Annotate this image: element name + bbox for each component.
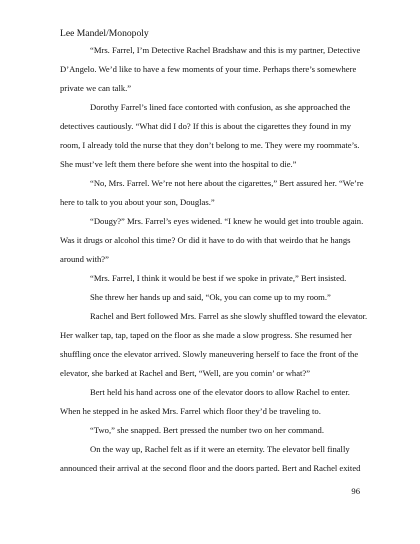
- running-header: Lee Mandel/Monopoly: [60, 28, 149, 39]
- paragraph-8: Bert held his hand across one of the elevator doors to allow Rachel to enter. When he stepped in he asked Mrs. Farrel which floor they’d be traveling to.: [60, 387, 350, 416]
- paragraph-7: Rachel and Bert followed Mrs. Farrel as she slowly shuffled toward the elevator. Her walker tap, tap, taped on the floor as she made a slow progress. She resumed her shuffling once the elevator arrived. Slowly maneuvering herself to face the front of the elevator, she barked at Rachel and Bert, “Well, are you comin’ or what?”: [60, 311, 368, 378]
- paragraph-2: Dorothy Farrel’s lined face contorted with confusion, as she approached the detectives cautiously. “What did I do? If this is about the cigarettes they found in my room, I already told the nurse that they don’t belong to me. They were my roommate’s. She must’ve left them there before she went into the hospital to die.”: [60, 102, 360, 169]
- paragraph-4: “Dougy?” Mrs. Farrel’s eyes widened. “I knew he would get into trouble again. Was it drugs or alcohol this time? Or did it have to do with that weirdo that he hangs around with?”: [60, 216, 364, 264]
- body-text: [60, 41, 368, 478]
- paragraph-6: She threw her hands up and said, “Ok, you can come up to my room.”: [90, 292, 331, 302]
- paragraph-9: “Two,” she snapped. Bert pressed the number two on her command.: [90, 425, 324, 435]
- paragraph-3: “No, Mrs. Farrel. We’re not here about the cigarettes,” Bert assured her. “We’re here to talk to you about your son, Douglas.”: [60, 178, 364, 207]
- page-number: 96: [351, 486, 360, 496]
- paragraph-5: “Mrs. Farrel, I think it would be best if we spoke in private,” Bert insisted.: [90, 273, 347, 283]
- paragraph-1: “Mrs. Farrel, I’m Detective Rachel Bradshaw and this is my partner, Detective D’Angelo. We’d like to have a few moments of your time. Perhaps there’s somewhere private we can talk.”: [60, 45, 361, 93]
- paragraph-10: On the way up, Rachel felt as if it were an eternity. The elevator bell finally announced their arrival at the second floor and the doors parted. Bert and Rachel exited: [60, 444, 361, 473]
